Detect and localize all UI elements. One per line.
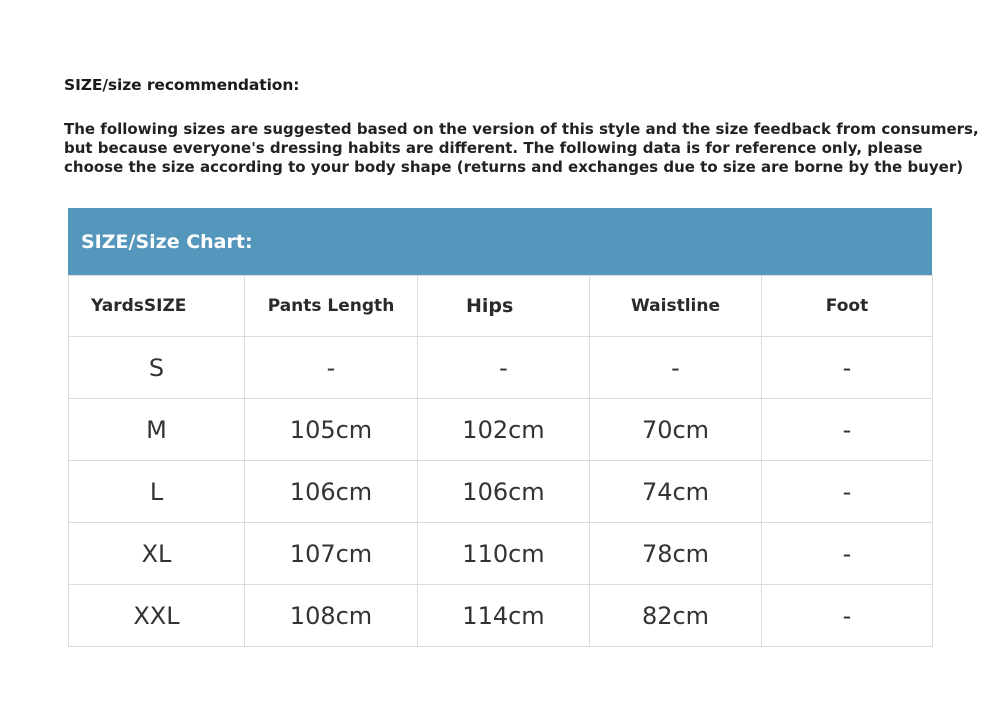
foot-cell: -	[762, 523, 933, 585]
size-cell: L	[69, 461, 245, 523]
column-header: Waistline	[590, 276, 762, 337]
waistline-cell: 78cm	[590, 523, 762, 585]
pants-length-cell: 107cm	[245, 523, 418, 585]
pants-length-cell: 106cm	[245, 461, 418, 523]
table-header-row	[69, 276, 933, 337]
table-row	[69, 523, 933, 585]
foot-cell: -	[762, 461, 933, 523]
hips-cell: 110cm	[418, 523, 590, 585]
size-cell: XL	[69, 523, 245, 585]
intro-text	[64, 120, 979, 177]
hips-cell: -	[418, 337, 590, 399]
pants-length-cell: 105cm	[245, 399, 418, 461]
table-row	[69, 585, 933, 647]
column-header: YardsSIZE	[69, 276, 245, 337]
intro-line: but because everyone's dressing habits are different. The following data is for reference only, please	[64, 139, 923, 157]
intro-line: The following sizes are suggested based on the version of this style and the size feedback from consumers,	[64, 120, 979, 138]
pants-length-cell: -	[245, 337, 418, 399]
waistline-cell: 82cm	[590, 585, 762, 647]
table-row	[69, 461, 933, 523]
column-header: Hips	[418, 276, 590, 337]
table-row	[69, 399, 933, 461]
hips-cell: 106cm	[418, 461, 590, 523]
hips-cell: 102cm	[418, 399, 590, 461]
pants-length-cell: 108cm	[245, 585, 418, 647]
hips-cell: 114cm	[418, 585, 590, 647]
foot-cell: -	[762, 399, 933, 461]
size-chart-title: SIZE/Size Chart:	[68, 208, 932, 275]
size-cell: M	[69, 399, 245, 461]
table-row	[69, 337, 933, 399]
foot-cell: -	[762, 337, 933, 399]
size-cell: S	[69, 337, 245, 399]
waistline-cell: -	[590, 337, 762, 399]
waistline-cell: 70cm	[590, 399, 762, 461]
foot-cell: -	[762, 585, 933, 647]
size-cell: XXL	[69, 585, 245, 647]
size-table	[68, 275, 933, 647]
size-chart	[68, 208, 932, 647]
page-heading: SIZE/size recommendation:	[64, 76, 300, 94]
column-header: Pants Length	[245, 276, 418, 337]
waistline-cell: 74cm	[590, 461, 762, 523]
column-header: Foot	[762, 276, 933, 337]
intro-line: choose the size according to your body shape (returns and exchanges due to size are borne by the buyer)	[64, 158, 964, 176]
